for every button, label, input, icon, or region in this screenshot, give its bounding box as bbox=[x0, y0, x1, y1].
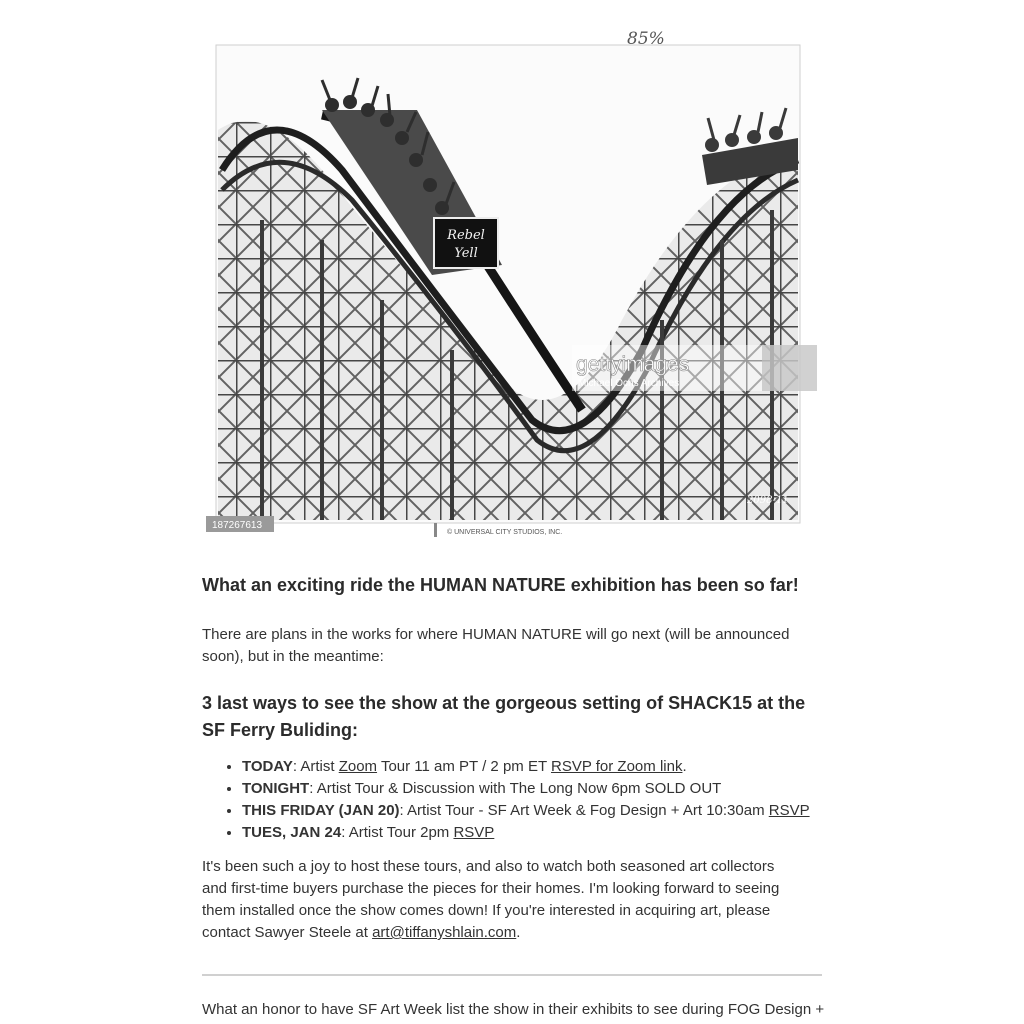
rsvp-friday-link[interactable]: RSVP bbox=[768, 802, 810, 819]
joy-paragraph bbox=[202, 856, 802, 944]
heading-text-after: exhibition has been so far! bbox=[565, 575, 799, 595]
exhibition-heading bbox=[202, 573, 842, 597]
tour-date-label: THIS FRIDAY (JAN 20) bbox=[242, 802, 400, 819]
email-link[interactable]: art@tiffanyshlain.com bbox=[372, 924, 517, 941]
tour-text: : Artist Tour & Discussion with The Long Now 6pm SOLD OUT bbox=[309, 780, 722, 797]
tour-text: Tour 11 am PT / 2 pm ET bbox=[377, 758, 552, 775]
rsvp-zoom-link[interactable]: RSVP for Zoom link bbox=[551, 758, 683, 775]
negative-number: 2098-11 bbox=[747, 495, 789, 506]
section-divider bbox=[202, 974, 822, 976]
exhibition-name: HUMAN NATURE bbox=[420, 575, 566, 595]
list-item bbox=[242, 822, 867, 844]
car-sign-line1: Rebel bbox=[447, 228, 485, 243]
intro-paragraph: There are plans in the works for where HUMAN NATURE will go next (will be announced soon), but in the meantime: bbox=[202, 626, 790, 665]
joy-text: It's been such a joy to host these tours, and also to watch both seasoned art collectors and first-time buyers purchase the pieces for their homes. I'm looking forward to seeing them installed once the show comes down! If you're interested in acquiring art, please contact Sawyer Steele at bbox=[202, 858, 780, 941]
tour-text: : Artist Tour - SF Art Week & Fog Design + Art 10:30am bbox=[399, 802, 769, 819]
list-item bbox=[242, 800, 867, 822]
tour-text: : Artist Tour 2pm bbox=[341, 824, 454, 841]
car-sign-line2: Yell bbox=[454, 246, 478, 261]
ways-heading: 3 last ways to see the show at the gorgeous setting of SHACK15 at the SF Ferry Buliding: bbox=[202, 693, 806, 740]
roller-coaster-illustration bbox=[202, 20, 824, 545]
list-item bbox=[242, 778, 867, 800]
photo-copyright: © UNIVERSAL CITY STUDIOS, INC. bbox=[447, 529, 563, 536]
tour-date-label: TODAY bbox=[242, 758, 293, 775]
handwritten-note: 85% bbox=[627, 29, 665, 49]
tour-list bbox=[202, 756, 867, 844]
roller-coaster-photo bbox=[202, 20, 824, 545]
tour-text: : Artist bbox=[292, 758, 339, 775]
heading-text-before: What an exciting ride the bbox=[202, 575, 421, 595]
tour-date-label: TONIGHT bbox=[242, 780, 310, 797]
tour-date-label: TUES, JAN 24 bbox=[242, 824, 342, 841]
list-item bbox=[242, 756, 867, 778]
tour-text: . bbox=[682, 758, 687, 775]
watermark-credit: Michael Ochs Archives bbox=[578, 378, 680, 389]
image-id: 187267613 bbox=[212, 520, 263, 531]
joy-end: . bbox=[516, 924, 521, 941]
rsvp-tuesday-link[interactable]: RSVP bbox=[453, 824, 495, 841]
zoom-link[interactable]: Zoom bbox=[338, 758, 378, 775]
honor-paragraph: What an honor to have SF Art Week list the show in their exhibits to see during FOG Design + bbox=[202, 1001, 825, 1018]
getty-watermark: gettyimages bbox=[576, 353, 690, 376]
